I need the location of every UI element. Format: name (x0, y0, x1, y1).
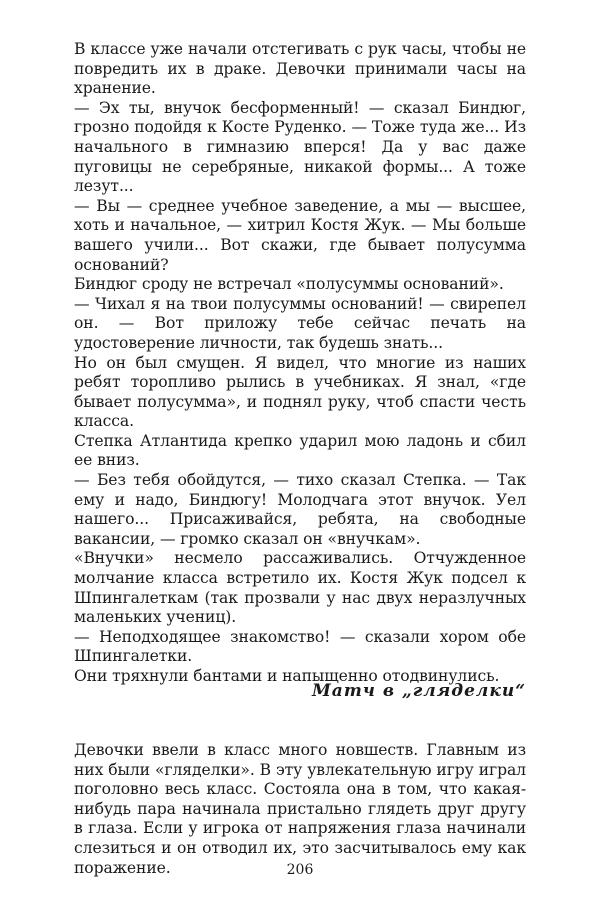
paragraph-11: Они тряхнули бантами и напыщенно отодвинулись. (74, 667, 500, 685)
section-paragraph-1: Девочки ввели в класс много новшеств. Главным из них были «гляделки». В эту увлекательную игру играл поголовно весь класс. Состояла она в том, что какая-нибудь пара начинала пристально глядеть друг другу в глаза. Если у игрока от напряжения глаза начинали слезиться и он отводил их, это засчитывалось ему как поражение. (74, 741, 526, 877)
main-text (74, 40, 526, 687)
paragraph-6: Но он был смущен. Я видел, что многие из наших ребят торопливо рылись в учебниках. Я знал, «где бывает полусумма», и поднял руку, чтоб спасти честь класса. (74, 353, 526, 431)
paragraph-8: — Без тебя обойдутся, — тихо сказал Степка. — Так ему и надо, Биндюгу! Молодчага этот внучок. Уел нашего... Присаживайся, ребята, на свободные вакансии, — громко сказал он «внучкам». (74, 471, 526, 548)
paragraph-10: — Неподходящее знакомство! — сказали хором обе Шпингалетки. (74, 627, 526, 666)
paragraph-2: — Эх ты, внучок бесформенный! — сказал Биндюг, грозно подойдя к Косте Руденко. — Тоже туда же... Из начального в гимназию вперся! Да у вас даже пуговицы не серебряные, никакой формы... А тоже лезут... (74, 98, 526, 196)
paragraph-3: — Вы — среднее учебное заведение, а мы — высшее, хоть и начальное, — хитрил Костя Жук. — Мы больше вашего учили... Вот скажи, где бывает полусумма оснований? (74, 196, 526, 274)
paragraph-4: Биндюг сроду не встречал «полусуммы оснований». (74, 275, 504, 294)
paragraph-1: В классе уже начали отстегивать с рук часы, чтобы не повредить их в драке. Девочки принимали часы на хранение. (74, 40, 526, 98)
section-title: Матч в „гляделки“ (311, 681, 526, 701)
paragraph-9: «Внучки» несмело рассаживались. Отчужденное молчание класса встретило их. Костя Жук подсел к Шпингалеткам (так прозвали у нас двух неразлучных маленьких учениц). (74, 549, 526, 627)
section-text (74, 741, 526, 878)
paragraph-5: — Чихал я на твои полусуммы оснований! — свирепел он. — Вот приложу тебе сейчас печать на удостоверение личности, так будешь знать... (74, 294, 526, 352)
paragraph-7: Степка Атлантида крепко ударил мою ладонь и сбил ее вниз. (74, 431, 526, 470)
page-number: 206 (286, 862, 314, 878)
